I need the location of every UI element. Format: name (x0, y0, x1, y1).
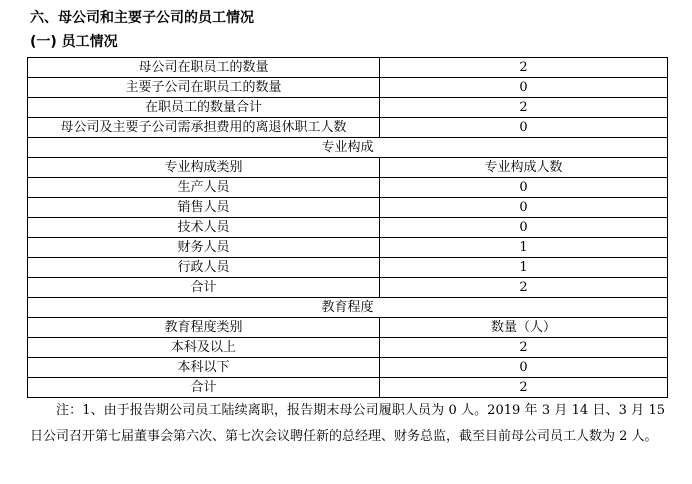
row-value: 0 (380, 178, 668, 198)
table-row (28, 118, 668, 138)
row-value: 2 (380, 378, 668, 398)
row-label: 母公司在职员工的数量 (28, 58, 380, 78)
footnote: 注：1、由于报告期公司员工陆续离职，报告期末母公司履职人员为 0 人。2019 年 3 月 14 日、3 月 15 日公司召开第七届董事会第六次、第七次会议聘任新的总经理、财务总监，截至目前母公司员工人数为 2 人。 (30, 403, 665, 444)
table-row (28, 198, 668, 218)
row-label: 生产人员 (28, 178, 380, 198)
section-heading: 六、母公司和主要子公司的员工情况 (30, 10, 254, 26)
row-label: 合计 (28, 378, 380, 398)
row-value: 1 (380, 238, 668, 258)
table-row (28, 218, 668, 238)
row-value: 0 (380, 198, 668, 218)
row-label: 主要子公司在职员工的数量 (28, 78, 380, 98)
employee-table (27, 57, 668, 398)
profession-header-category: 专业构成类别 (28, 158, 380, 178)
row-label: 财务人员 (28, 238, 380, 258)
row-value: 0 (380, 218, 668, 238)
row-value: 0 (380, 358, 668, 378)
table-row (28, 58, 668, 78)
subsection-heading: (一) 员工情况 (30, 34, 118, 50)
row-label: 技术人员 (28, 218, 380, 238)
row-value: 0 (380, 78, 668, 98)
header-row (28, 318, 668, 338)
row-value: 0 (380, 118, 668, 138)
section-row (28, 138, 668, 158)
education-section-title: 教育程度 (28, 298, 668, 318)
row-label: 行政人员 (28, 258, 380, 278)
table-row (28, 178, 668, 198)
header-row (28, 158, 668, 178)
row-label: 本科以下 (28, 358, 380, 378)
row-label: 销售人员 (28, 198, 380, 218)
row-value: 2 (380, 338, 668, 358)
row-label: 在职员工的数量合计 (28, 98, 380, 118)
section-row (28, 298, 668, 318)
education-header-category: 教育程度类别 (28, 318, 380, 338)
row-value: 2 (380, 278, 668, 298)
row-value: 2 (380, 58, 668, 78)
row-label: 合计 (28, 278, 380, 298)
education-header-count: 数量（人） (380, 318, 668, 338)
table-row (28, 278, 668, 298)
profession-header-count: 专业构成人数 (380, 158, 668, 178)
table-row (28, 378, 668, 398)
table-row (28, 98, 668, 118)
row-value: 1 (380, 258, 668, 278)
table-row (28, 78, 668, 98)
row-value: 2 (380, 98, 668, 118)
table-row (28, 238, 668, 258)
table-row (28, 358, 668, 378)
profession-section-title: 专业构成 (28, 138, 668, 158)
row-label: 本科及以上 (28, 338, 380, 358)
table-row (28, 258, 668, 278)
row-label: 母公司及主要子公司需承担费用的离退休职工人数 (28, 118, 380, 138)
table-row (28, 338, 668, 358)
